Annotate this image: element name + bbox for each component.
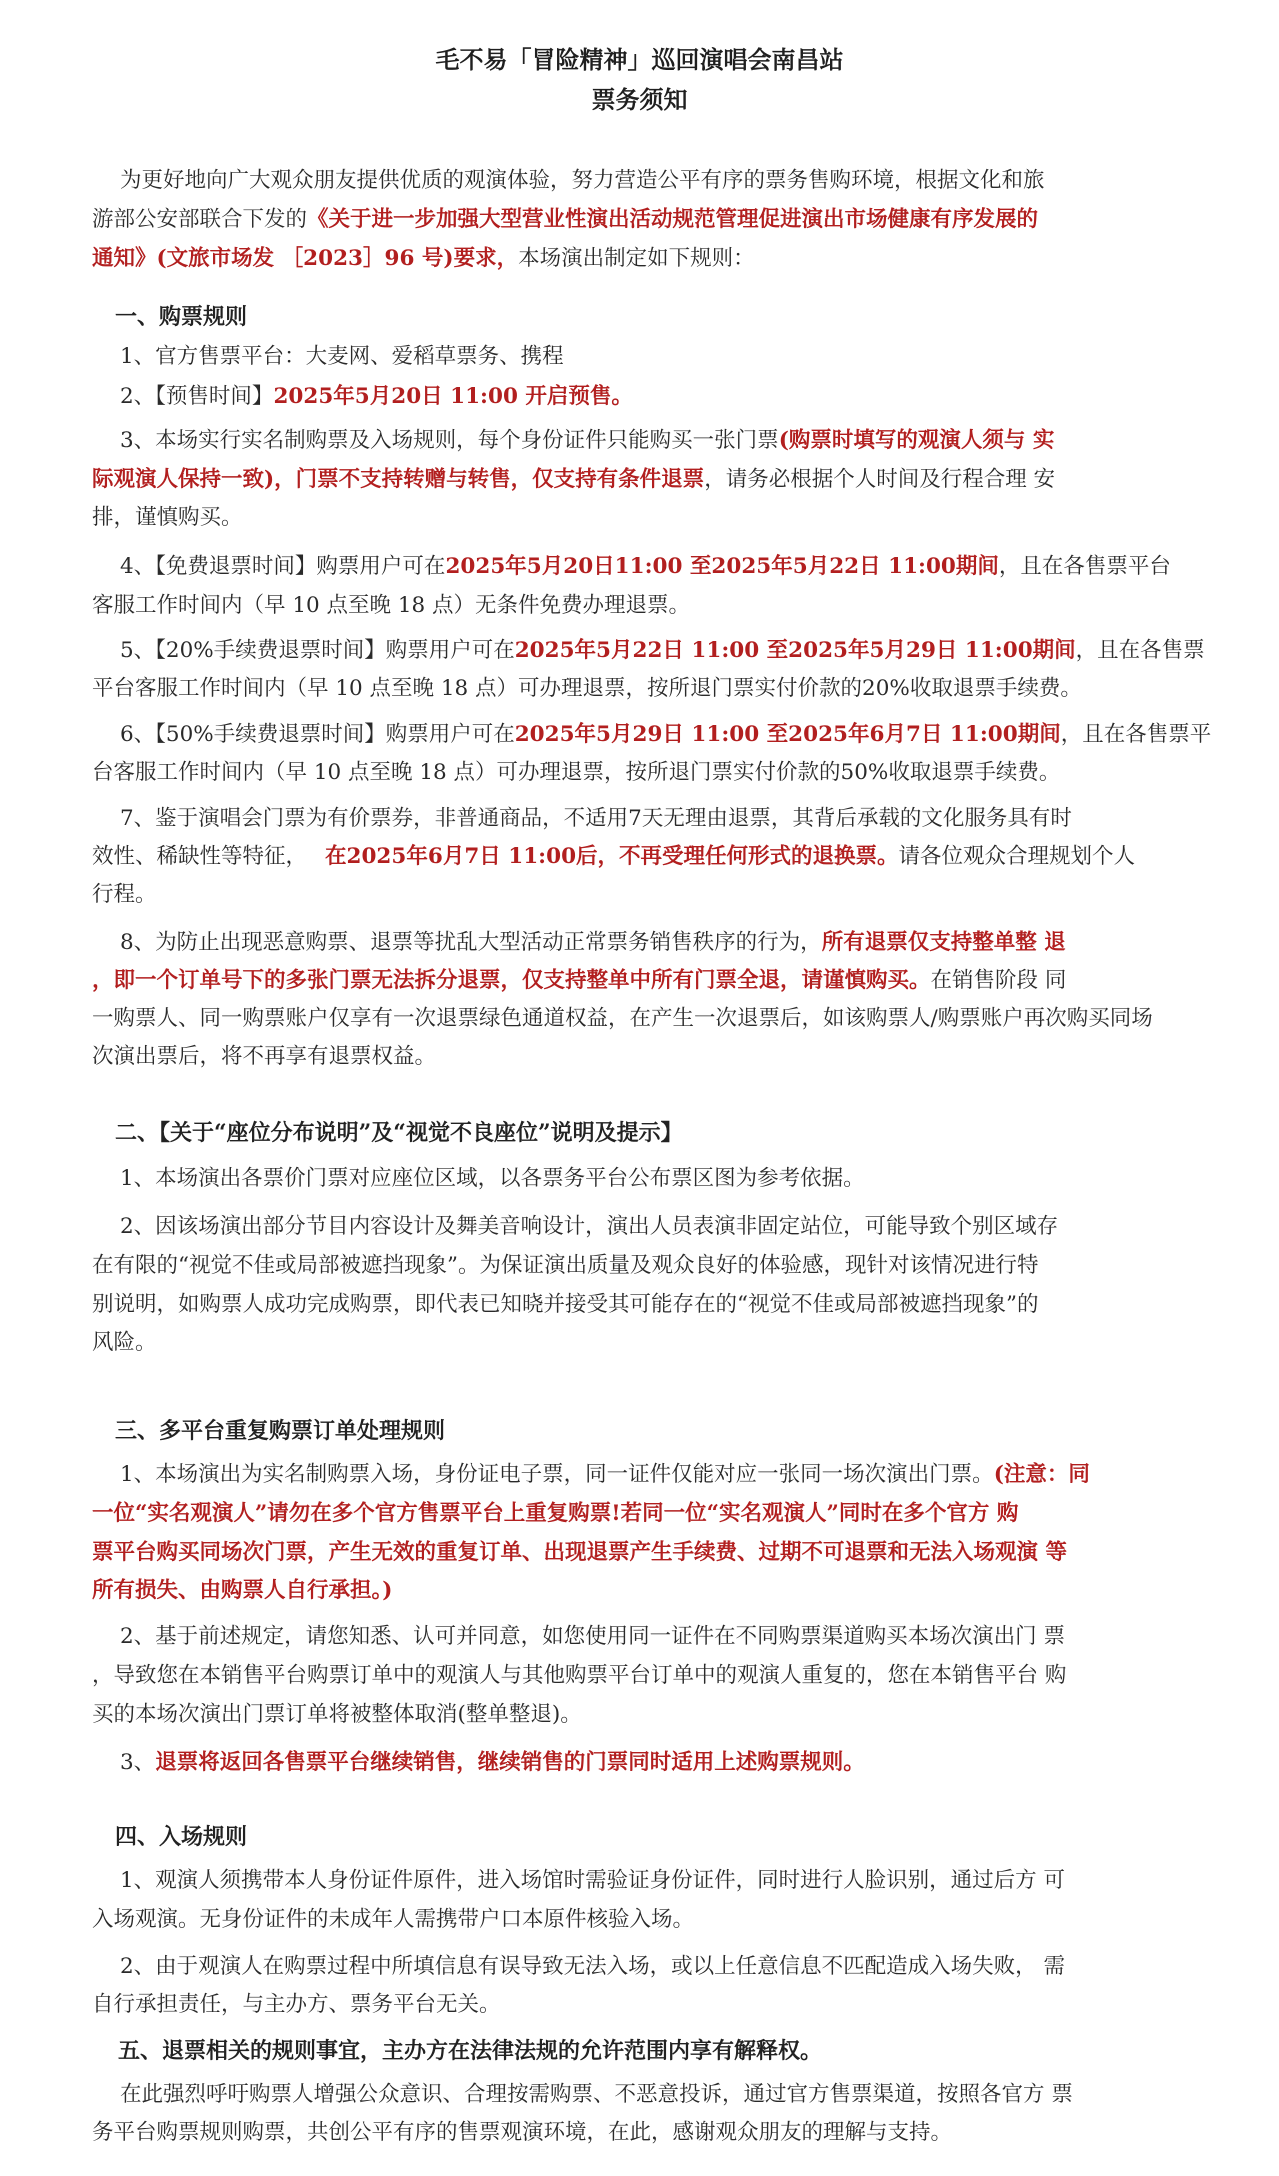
s3-item-1-line-3: 票平台购买同场次门票，产生无效的重复订单、出现退票产生手续费、过期不可退票和无法入场观演 等 (92, 1540, 1067, 1565)
s2-item-2-line-3: 别说明，如购票人成功完成购票，即代表已知晓并接受其可能存在的“视觉不佳或局部被遮挡现象”的 (92, 1292, 1039, 1317)
regulation-title: 《关于进一步加强大型营业性演出活动规范管理促进演出市场健康有序发展的 (307, 207, 1039, 232)
s3-item-1-line-2: 一位“实名观演人”请勿在多个官方售票平台上重复购票!若同一位“实名观演人”同时在多个官方 购 (92, 1501, 1019, 1526)
section-2-heading: 二、【关于“座位分布说明”及“视觉不良座位”说明及提示】 (115, 1120, 683, 1146)
s2-item-1: 1、本场演出各票价门票对应座位区域，以各票务平台公布票区图为参考依据。 (120, 1166, 865, 1191)
intro-text: 游部公安部联合下发的 (92, 207, 308, 232)
s3-item-2-line-1: 2、基于前述规定，请您知悉、认可并同意，如您使用同一证件在不同购票渠道购买本场次演出门 票 (120, 1624, 1066, 1649)
s1-item-8-line-1 (120, 928, 1066, 958)
section-4-heading: 四、入场规则 (115, 1824, 248, 1850)
s1-item-5-line-1 (120, 636, 1205, 666)
highlight: (购票时填写的观演人须与 实 (778, 428, 1055, 453)
highlight: 际观演人保持一致)，门票不支持转赠与转售，仅支持有条件退票 (92, 467, 705, 492)
section-3-heading: 三、多平台重复购票订单处理规则 (115, 1418, 446, 1444)
text: 请各位观众合理规划个人 (898, 844, 1136, 869)
text: 1、本场演出为实名制购票入场，身份证电子票，同一证件仅能对应一张同一场次演出门票。 (120, 1462, 994, 1487)
s1-item-6-line-1 (120, 720, 1211, 750)
highlight: 退票将返回各售票平台继续销售，继续销售的门票同时适用上述购票规则。 (155, 1750, 865, 1775)
section-5-heading: 五、退票相关的规则事宜，主办方在法律法规的允许范围内享有解释权。 (118, 2038, 823, 2064)
intro-line-2 (92, 205, 1038, 235)
text: ，且在各售票 (1075, 638, 1205, 663)
s1-item-6-line-2: 台客服工作时间内（早 10 点至晚 18 点）可办理退票，按所退门票实付价款的50%收取退票手续费。 (92, 760, 1061, 785)
text: 8、为防止出现恶意购票、退票等扰乱大型活动正常票务销售秩序的行为， (120, 930, 822, 955)
s1-item-8-line-4: 次演出票后，将不再享有退票权益。 (92, 1044, 437, 1069)
text: ，且在各售票平台 (998, 554, 1171, 579)
highlight: 2025年5月20日11:00 至2025年5月22日 11:00期间 (445, 554, 999, 579)
s1-item-7-line-1: 7、鉴于演唱会门票为有价票券，非普通商品，不适用7天无理由退票，其背后承载的文化服务具有时 (120, 806, 1072, 831)
s4-item-2-line-1: 2、由于观演人在购票过程中所填信息有误导致无法入场，或以上任意信息不匹配造成入场失败， 需 (120, 1954, 1066, 1979)
text: 6、【50%手续费退票时间】购票用户可在 (120, 722, 515, 747)
s3-item-2-line-2: ，导致您在本销售平台购票订单中的观演人与其他购票平台订单中的观演人重复的，您在本销售平台 购 (92, 1663, 1067, 1688)
text: 5、【20%手续费退票时间】购票用户可在 (120, 638, 515, 663)
s1-item-8-line-2 (92, 966, 1066, 996)
s1-item-3-line-1 (120, 426, 1054, 456)
regulation-title-cont: 通知》(文旅市场发 ［2023］96 号)要求， (92, 246, 519, 271)
s1-item-3-line-2 (92, 465, 1055, 495)
text: ，且在各售票平 (1060, 722, 1212, 747)
highlight: ，即一个订单号下的多张门票无法拆分退票，仅支持整单中所有门票全退，请谨慎购买。 (92, 968, 931, 993)
s3-item-1-line-1 (120, 1460, 1090, 1490)
highlight: 2025年5月22日 11:00 至2025年5月29日 11:00期间 (514, 638, 1076, 663)
section-1-heading: 一、购票规则 (115, 304, 248, 330)
text: 在销售阶段 同 (930, 968, 1067, 993)
s1-item-8-line-3: 一购票人、同一购票账户仅享有一次退票绿色通道权益，在产生一次退票后，如该购票人/购票账户再次购买同场 (92, 1006, 1153, 1031)
s4-item-1-line-1: 1、观演人须携带本人身份证件原件，进入场馆时需验证身份证件，同时进行人脸识别，通过后方 可 (120, 1868, 1066, 1893)
intro-line-3 (92, 244, 755, 274)
s5-line-2: 务平台购票规则购票，共创公平有序的售票观演环境，在此，感谢观众朋友的理解与支持。 (92, 2120, 953, 2145)
s1-item-1: 1、官方售票平台：大麦网、爱稻草票务、携程 (120, 344, 564, 369)
presale-label: 2、【预售时间】 (120, 384, 274, 409)
s1-item-2 (120, 382, 633, 412)
highlight: 2025年5月29日 11:00 至2025年6月7日 11:00期间 (514, 722, 1061, 747)
s1-item-3-line-3: 排，谨慎购买。 (92, 505, 243, 530)
s3-item-2-line-3: 买的本场次演出门票订单将被整体取消(整单整退)。 (92, 1702, 582, 1727)
s2-item-2-line-2: 在有限的“视觉不佳或局部被遮挡现象”。为保证演出质量及观众良好的体验感，现针对该情况进行特 (92, 1253, 1039, 1278)
s1-item-5-line-2: 平台客服工作时间内（早 10 点至晚 18 点）可办理退票，按所退门票实付价款的20%收取退票手续费。 (92, 676, 1082, 701)
s1-item-4-line-2: 客服工作时间内（早 10 点至晚 18 点）无条件免费办理退票。 (92, 593, 691, 618)
highlight: 在2025年6月7日 11:00后，不再受理任何形式的退换票。 (325, 844, 899, 869)
intro-line-1: 为更好地向广大观众朋友提供优质的观演体验，努力营造公平有序的票务售购环境，根据文化和旅 (120, 168, 1045, 193)
page-title: 毛不易「冒险精神」巡回演唱会南昌站 (435, 45, 844, 74)
intro-text: 本场演出制定如下规则： (518, 246, 755, 271)
text: 4、【免费退票时间】购票用户可在 (120, 554, 446, 579)
s1-item-7-line-2 (92, 842, 1135, 872)
text: 效性、稀缺性等特征， (92, 844, 308, 869)
s1-item-4-line-1 (120, 552, 1171, 582)
highlight: 所有退票仅支持整单整 退 (821, 930, 1066, 955)
text: 3、本场实行实名制购票及入场规则，每个身份证件只能购买一张门票 (120, 428, 779, 453)
text: ，请务必根据个人时间及行程合理 安 (704, 467, 1056, 492)
s4-item-1-line-2: 入场观演。无身份证件的未成年人需携带户口本原件核验入场。 (92, 1907, 695, 1932)
s3-item-1-line-4: 所有损失、由购票人自行承担。) (92, 1578, 393, 1603)
text: 3、 (120, 1750, 156, 1775)
s2-item-2-line-4: 风险。 (92, 1330, 157, 1355)
s4-item-2-line-2: 自行承担责任，与主办方、票务平台无关。 (92, 1992, 501, 2017)
s1-item-7-line-3: 行程。 (92, 882, 157, 907)
page-subtitle: 票务须知 (591, 85, 688, 114)
s2-item-2-line-1: 2、因该场演出部分节目内容设计及舞美音响设计，演出人员表演非固定站位，可能导致个别区域存 (120, 1214, 1059, 1239)
s3-item-3 (120, 1748, 865, 1778)
presale-time: 2025年5月20日 11:00 开启预售。 (273, 384, 633, 409)
s5-line-1: 在此强烈呼吁购票人增强公众意识、合理按需购票、不恶意投诉，通过官方售票渠道，按照各官方 票 (120, 2082, 1073, 2107)
highlight: (注意：同 (993, 1462, 1090, 1487)
